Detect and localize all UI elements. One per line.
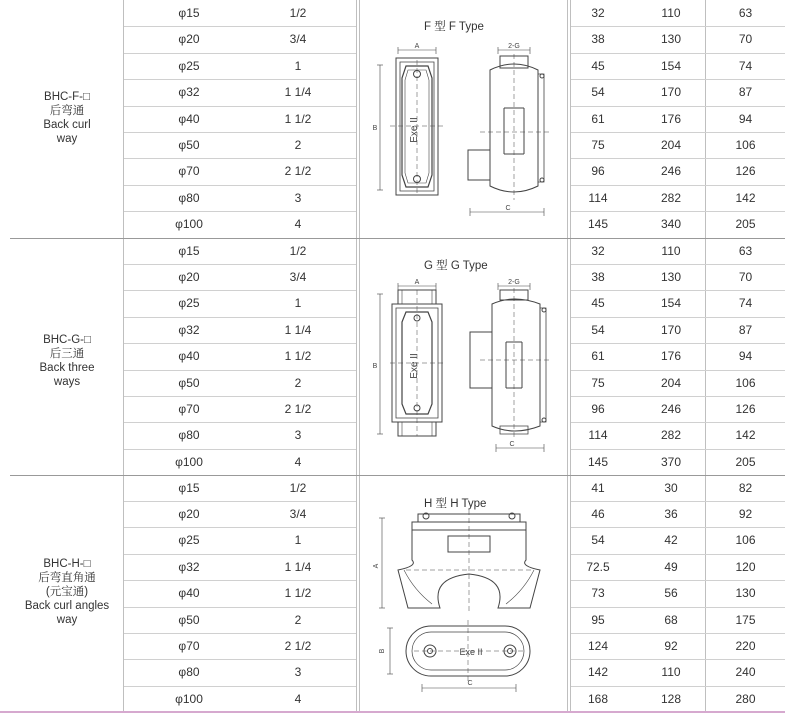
row-divider — [571, 580, 785, 581]
cell-d1: 61 — [591, 349, 605, 364]
cell-d3: 240 — [735, 665, 756, 680]
cell-d3: 142 — [735, 190, 756, 205]
exe-mark: Exe II — [409, 117, 420, 143]
row-divider — [571, 396, 785, 397]
row-divider — [571, 132, 785, 133]
dim-a-label: A — [373, 563, 380, 569]
cell-thread: 1 1/4 — [284, 322, 312, 337]
row-divider — [124, 53, 356, 54]
col-divider-2 — [356, 0, 357, 711]
cell-size: φ80 — [178, 190, 200, 205]
row-divider — [571, 79, 785, 80]
cell-thread: 1/2 — [289, 6, 307, 20]
group-divider — [10, 238, 785, 239]
row-divider — [124, 422, 356, 423]
row-divider — [124, 317, 356, 318]
cell-size: φ70 — [178, 401, 200, 416]
cell-d1: 124 — [587, 638, 609, 653]
cell-thread: 3/4 — [289, 32, 307, 47]
cell-thread: 1 1/4 — [284, 85, 312, 100]
cell-thread: 1 1/4 — [284, 559, 312, 574]
cell-d2: 130 — [660, 32, 682, 47]
cell-size: φ100 — [175, 454, 203, 469]
cell-thread: 3 — [294, 428, 302, 443]
row-divider — [571, 449, 785, 450]
model-name-en-2: ways — [53, 376, 81, 388]
cell-thread: 3/4 — [289, 506, 307, 521]
row-divider — [124, 211, 356, 212]
cell-d3: 74 — [738, 296, 753, 311]
cell-d3: 70 — [738, 32, 753, 47]
model-name-en: Back curl angles — [24, 600, 110, 612]
row-divider — [124, 264, 356, 265]
model-name-cn: 后弯直角通 — [38, 572, 96, 584]
cell-d3: 63 — [738, 243, 753, 258]
row-divider — [571, 185, 785, 186]
dim-c-label: C — [505, 205, 511, 212]
row-divider — [571, 607, 785, 608]
cell-d2: 176 — [660, 111, 682, 126]
cell-d3: 126 — [735, 401, 756, 416]
row-divider — [124, 158, 356, 159]
cell-d1: 38 — [591, 32, 605, 47]
cell-d1: 61 — [591, 111, 605, 126]
cell-d3: 94 — [738, 349, 753, 364]
row-divider — [124, 26, 356, 27]
cell-d3: 120 — [735, 559, 756, 574]
cell-d3: 87 — [738, 322, 753, 337]
cell-d1: 45 — [591, 296, 605, 311]
row-divider — [571, 53, 785, 54]
cell-d2: 36 — [664, 506, 678, 521]
cell-thread: 3/4 — [289, 269, 307, 284]
row-divider — [571, 633, 785, 634]
cell-d2: 282 — [660, 428, 682, 443]
cell-size: φ50 — [178, 375, 200, 390]
row-divider — [124, 370, 356, 371]
cell-d1: 72.5 — [586, 559, 610, 574]
cell-d2: 154 — [660, 296, 682, 311]
cell-d2: 30 — [664, 480, 678, 495]
row-divider — [571, 554, 785, 555]
cell-thread: 1/2 — [289, 243, 307, 258]
cell-size: φ80 — [178, 665, 200, 680]
cell-d1: 114 — [588, 190, 608, 205]
cell-size: φ100 — [175, 217, 203, 232]
row-divider — [571, 158, 785, 159]
row-divider — [124, 554, 356, 555]
bottom-rule — [0, 711, 785, 713]
cell-d2: 246 — [660, 164, 682, 179]
diagram-title-f: F 型 F Type — [424, 21, 484, 33]
cell-d2: 42 — [664, 533, 678, 548]
cell-d3: 87 — [738, 85, 753, 100]
cell-d2: 204 — [660, 375, 682, 390]
cell-thread: 2 1/2 — [284, 401, 312, 416]
model-name-en: Back three — [39, 362, 95, 374]
cell-d1: 73 — [591, 586, 605, 601]
dim-a-label: A — [414, 279, 420, 286]
cell-thread: 1 1/2 — [284, 349, 312, 364]
cell-d2: 370 — [660, 454, 682, 469]
row-divider — [124, 185, 356, 186]
cell-thread: 2 1/2 — [284, 638, 312, 653]
dim-c-label: C — [509, 441, 515, 448]
model-code: BHC-G-□ — [43, 334, 91, 346]
f-type-side-drawing — [460, 40, 560, 220]
col-divider-3 — [359, 0, 360, 711]
cell-d3: 205 — [735, 454, 756, 469]
row-divider — [571, 343, 785, 344]
cell-d2: 68 — [664, 612, 678, 627]
cell-d3: 142 — [735, 428, 756, 443]
cell-d1: 145 — [587, 454, 609, 469]
cell-d3: 175 — [735, 612, 756, 627]
row-divider — [124, 343, 356, 344]
model-label-g — [10, 333, 124, 389]
row-divider — [571, 264, 785, 265]
diagram-title-g: G 型 G Type — [424, 260, 488, 272]
cell-d2: 246 — [660, 401, 682, 416]
cell-d2: 130 — [660, 269, 682, 284]
cell-thread: 2 — [294, 375, 302, 390]
cell-d1: 32 — [591, 6, 605, 20]
cell-d2: 282 — [660, 190, 682, 205]
row-divider — [124, 580, 356, 581]
cell-d3: 130 — [735, 586, 756, 601]
cell-size: φ25 — [178, 533, 200, 548]
row-divider — [571, 659, 785, 660]
cell-d1: 54 — [591, 533, 605, 548]
cell-d1: 95 — [591, 612, 605, 627]
g-type-front-drawing — [370, 276, 450, 441]
row-divider — [124, 106, 356, 107]
row-divider — [571, 686, 785, 687]
cell-d1: 38 — [591, 269, 605, 284]
cell-size: φ50 — [178, 612, 200, 627]
model-code: BHC-H-□ — [43, 558, 91, 570]
dim-2g-label: 2-G — [508, 279, 520, 286]
h-type-top-drawing — [370, 508, 550, 618]
cell-d1: 142 — [587, 665, 609, 680]
cell-d1: 96 — [591, 401, 605, 416]
row-divider — [571, 106, 785, 107]
diagram-title-h: H 型 H Type — [424, 498, 487, 510]
cell-d1: 168 — [587, 691, 609, 706]
cell-size: φ32 — [178, 559, 200, 574]
exe-mark: Exe II — [409, 353, 420, 379]
cell-d2: 110 — [661, 243, 681, 258]
cell-size: φ50 — [178, 138, 200, 152]
h-type-plan-drawing — [370, 618, 550, 700]
cell-thread: 2 1/2 — [284, 164, 312, 179]
cell-d3: 74 — [738, 58, 753, 73]
row-divider — [571, 527, 785, 528]
row-divider — [124, 527, 356, 528]
exe-mark: Exe II — [459, 647, 483, 657]
dim-b-label: B — [379, 648, 386, 654]
cell-size: φ100 — [175, 691, 203, 706]
g-type-side-drawing — [460, 276, 560, 456]
cell-size: φ40 — [178, 349, 200, 364]
cell-d2: 128 — [660, 691, 682, 706]
cell-d2: 56 — [664, 586, 678, 601]
cell-d2: 110 — [661, 665, 681, 680]
cell-d1: 45 — [591, 58, 605, 73]
cell-size: φ70 — [178, 164, 200, 179]
cell-size: φ20 — [178, 32, 200, 47]
model-name-en: Back curl — [43, 119, 91, 131]
cell-d1: 41 — [591, 480, 605, 495]
cell-d3: 92 — [738, 506, 753, 521]
cell-thread: 4 — [294, 691, 302, 706]
model-name-en-2: way — [56, 614, 78, 626]
row-divider — [571, 211, 785, 212]
cell-thread: 1/2 — [289, 480, 307, 495]
dim-b-label: B — [372, 125, 378, 132]
cell-thread: 2 — [294, 612, 302, 627]
cell-size: φ25 — [178, 58, 200, 73]
cell-d1: 75 — [591, 375, 605, 390]
cell-d1: 54 — [591, 322, 605, 337]
model-name-cn-2: (元宝通) — [45, 586, 89, 598]
row-divider — [571, 501, 785, 502]
row-divider — [124, 396, 356, 397]
cell-size: φ15 — [178, 480, 200, 495]
row-divider — [124, 449, 356, 450]
cell-d3: 106 — [735, 138, 756, 152]
cell-d3: 106 — [735, 375, 756, 390]
row-divider — [124, 607, 356, 608]
dim-c-label: C — [467, 680, 473, 687]
cell-d2: 110 — [661, 6, 681, 20]
cell-d1: 145 — [587, 217, 609, 232]
row-divider — [571, 290, 785, 291]
group-divider — [10, 475, 785, 476]
cell-d3: 94 — [738, 111, 753, 126]
cell-d2: 170 — [660, 322, 682, 337]
cell-size: φ20 — [178, 269, 200, 284]
cell-size: φ70 — [178, 638, 200, 653]
model-label-h — [10, 557, 124, 627]
row-divider — [571, 422, 785, 423]
f-type-front-drawing — [370, 40, 450, 205]
cell-d3: 205 — [735, 217, 756, 232]
cell-d1: 96 — [591, 164, 605, 179]
cell-size: φ32 — [178, 85, 200, 100]
cell-thread: 2 — [294, 138, 302, 152]
row-divider — [124, 501, 356, 502]
row-divider — [571, 317, 785, 318]
cell-d3: 70 — [738, 269, 753, 284]
model-label-f — [10, 90, 124, 146]
model-name-cn: 后弯通 — [49, 105, 85, 117]
cell-thread: 4 — [294, 454, 302, 469]
row-divider — [571, 26, 785, 27]
cell-thread: 1 1/2 — [284, 111, 312, 126]
cell-thread: 3 — [294, 190, 302, 205]
col-divider-4 — [567, 0, 568, 711]
cell-size: φ15 — [178, 243, 200, 258]
cell-d3: 63 — [738, 6, 753, 20]
cell-thread: 1 — [294, 296, 302, 311]
cell-size: φ32 — [178, 322, 200, 337]
cell-d3: 220 — [735, 638, 756, 653]
cell-d3: 106 — [735, 533, 756, 548]
cell-d1: 75 — [591, 138, 605, 152]
row-divider — [124, 290, 356, 291]
cell-size: φ40 — [178, 586, 200, 601]
cell-d2: 176 — [660, 349, 682, 364]
cell-size: φ25 — [178, 296, 200, 311]
row-divider — [124, 79, 356, 80]
dim-a-label: A — [414, 43, 420, 50]
cell-d2: 340 — [660, 217, 682, 232]
cell-d2: 204 — [660, 138, 682, 152]
cell-thread: 1 — [294, 58, 302, 73]
dim-b-label: B — [372, 363, 378, 370]
cell-size: φ80 — [178, 428, 200, 443]
model-name-cn: 后三通 — [49, 348, 85, 360]
cell-size: φ20 — [178, 506, 200, 521]
row-divider — [571, 370, 785, 371]
cell-d2: 92 — [664, 638, 678, 653]
row-divider — [124, 132, 356, 133]
cell-d2: 49 — [664, 559, 678, 574]
cell-d1: 54 — [591, 85, 605, 100]
cell-size: φ15 — [178, 6, 200, 20]
model-code: BHC-F-□ — [44, 91, 90, 103]
cell-d1: 114 — [588, 428, 608, 443]
cell-d2: 154 — [660, 58, 682, 73]
row-divider — [124, 633, 356, 634]
cell-thread: 3 — [294, 665, 302, 680]
cell-d3: 280 — [735, 691, 756, 706]
cell-d3: 82 — [738, 480, 753, 495]
row-divider — [124, 659, 356, 660]
cell-size: φ40 — [178, 111, 200, 126]
cell-d1: 46 — [591, 506, 605, 521]
cell-d1: 32 — [591, 243, 605, 258]
dim-2g-label: 2-G — [508, 43, 520, 50]
cell-thread: 4 — [294, 217, 302, 232]
cell-thread: 1 1/2 — [284, 586, 312, 601]
cell-thread: 1 — [294, 533, 302, 548]
model-name-en-2: way — [56, 133, 78, 145]
cell-d3: 126 — [735, 164, 756, 179]
row-divider — [124, 686, 356, 687]
cell-d2: 170 — [660, 85, 682, 100]
